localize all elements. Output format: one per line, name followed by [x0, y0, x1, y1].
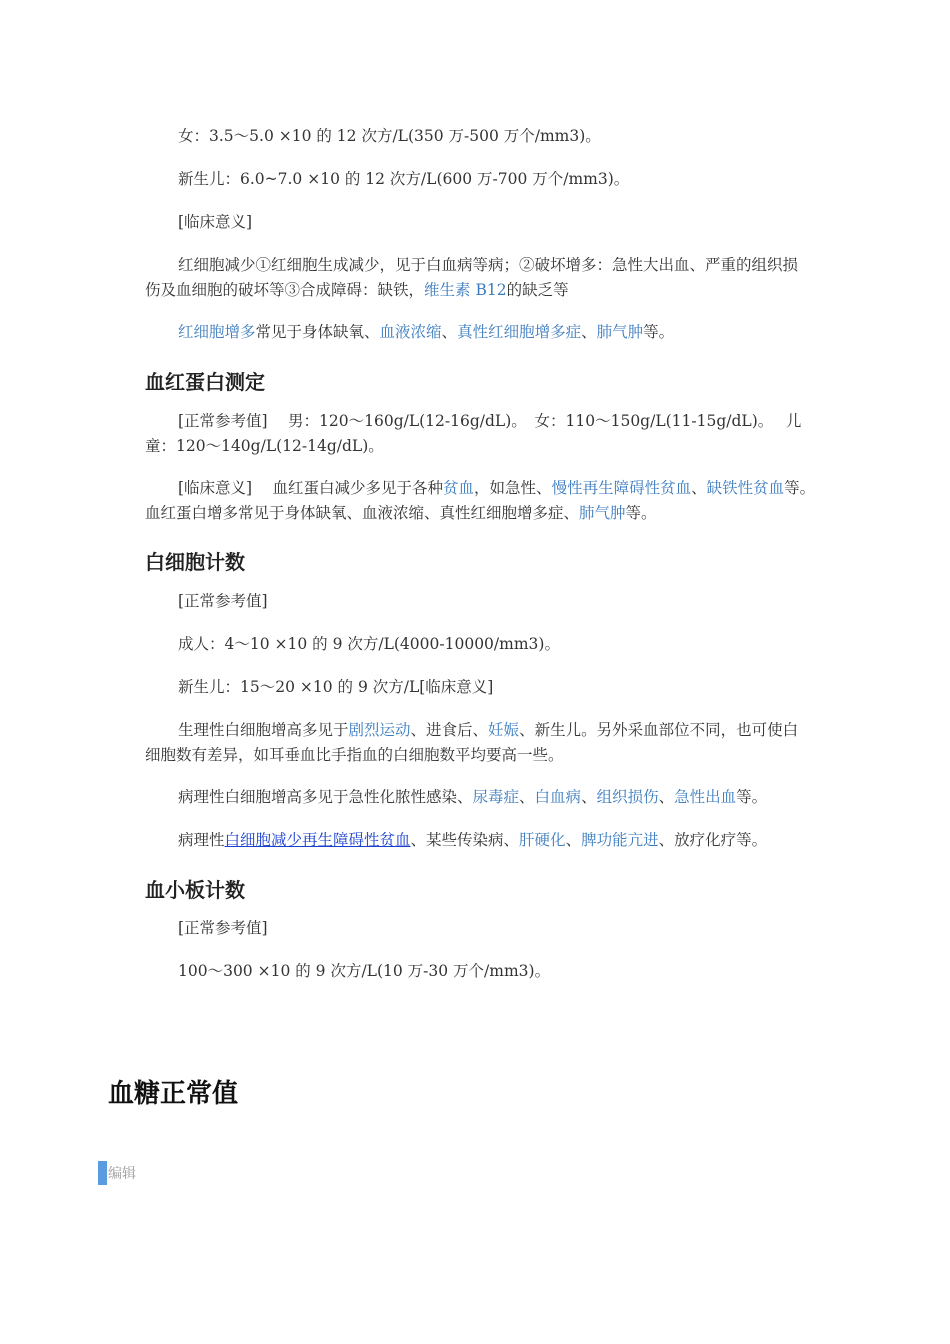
text: 、	[441, 323, 458, 341]
text: ，如急性、	[474, 479, 552, 497]
link-emphysema[interactable]: 肺气肿	[579, 504, 626, 522]
text: 、某些传染病、	[410, 831, 520, 849]
section-heading-wbc: 白细胞计数	[145, 550, 245, 574]
text: 、	[565, 831, 582, 849]
wbc-normal-label: [正常参考值]	[178, 592, 268, 610]
link-iron-deficiency-anemia[interactable]: 缺铁性贫血	[706, 479, 785, 497]
wbc-adult-range: 成人：4～10 ×10 的 9 次方/L(4000-10000/mm3)。	[178, 635, 560, 653]
text: 病理性白细胞增高多见于急性化脓性感染、	[178, 788, 473, 806]
edit-marker-bar	[98, 1161, 107, 1185]
text: 等。 血红蛋白增多常见于身体缺氧、血液浓缩、真性红细胞增多症、	[145, 479, 823, 522]
text: 、	[519, 788, 535, 806]
text: 等。	[736, 788, 768, 806]
text: 红细胞减少①红细胞生成减少，见于白血病等病；②破坏增多：急性大出血、严重的组织损伤及血细胞的破坏等③合成障碍：缺铁，	[145, 256, 799, 299]
link-tissue-injury[interactable]: 组织损伤	[596, 788, 659, 806]
wbc-newborn-range: 新生儿：15～20 ×10 的 9 次方/L[临床意义]	[178, 678, 494, 696]
wbc-pathological-decrease-paragraph	[145, 828, 810, 853]
link-strenuous-exercise[interactable]: 剧烈运动	[348, 721, 411, 739]
text: 、	[581, 323, 597, 341]
link-hypersplenism[interactable]: 脾功能亢进	[581, 831, 659, 849]
text: 生理性白细胞增高多见于	[178, 721, 349, 739]
edit-label[interactable]: 编辑	[108, 1166, 136, 1182]
wbc-physiological-paragraph	[145, 718, 810, 768]
text: 等。	[625, 504, 657, 522]
platelet-range: 100～300 ×10 的 9 次方/L(10 万-30 万个/mm3)。	[178, 962, 551, 980]
link-anemia[interactable]: 贫血	[443, 479, 475, 497]
text: 、进食后、	[410, 721, 489, 739]
text: 、新生儿。另外采血部位不同，也可使白细胞数有差异，如耳垂血比手指血的白细胞数平均要高一些。	[145, 721, 799, 764]
link-chronic-aplastic-anemia[interactable]: 慢性再生障碍性贫血	[551, 479, 692, 497]
platelet-normal-label: [正常参考值]	[178, 919, 268, 937]
text: 、	[691, 479, 707, 497]
rbc-decrease-paragraph	[145, 253, 810, 303]
link-acute-bleeding[interactable]: 急性出血	[674, 788, 737, 806]
link-leukemia[interactable]: 白血病	[534, 788, 582, 806]
text: 、	[581, 788, 597, 806]
hemoglobin-clinical-paragraph	[145, 476, 823, 526]
section-heading-blood-sugar: 血糖正常值	[108, 1079, 239, 1109]
section-heading-platelet: 血小板计数	[145, 878, 245, 902]
link-hemoconcentration[interactable]: 血液浓缩	[379, 323, 442, 341]
link-pregnancy[interactable]: 妊娠	[488, 721, 520, 739]
link-cirrhosis[interactable]: 肝硬化	[519, 831, 566, 849]
hemoglobin-normal-range: [正常参考值] 男：120～160g/L(12-16g/dL)。 女：110～150g/L(11-15g/dL)。 儿童：120～140g/L(12-14g/dL)。	[145, 412, 802, 455]
link-emphysema[interactable]: 肺气肿	[596, 323, 644, 341]
text: 病理性	[178, 831, 225, 849]
section-heading-hemoglobin: 血红蛋白测定	[145, 370, 265, 394]
text: 等。	[643, 323, 675, 341]
link-vitamin-b12[interactable]: 维生素 B12	[424, 281, 507, 299]
link-leukopenia-aplastic-anemia[interactable]: 白细胞减少再生障碍性贫血	[224, 831, 411, 849]
text: 、放疗化疗等。	[658, 831, 768, 849]
text: 的缺乏等	[506, 281, 569, 299]
edit-section-button[interactable]	[98, 1161, 136, 1185]
link-erythrocytosis[interactable]: 红细胞增多	[178, 323, 256, 341]
rbc-increase-paragraph	[145, 320, 810, 345]
link-polycythemia-vera[interactable]: 真性红细胞增多症	[457, 323, 582, 341]
rbc-clinical-label: [临床意义]	[178, 213, 253, 231]
rbc-female-range: 女：3.5～5.0 ×10 的 12 次方/L(350 万-500 万个/mm3)。	[178, 127, 601, 145]
rbc-newborn-range: 新生儿：6.0~7.0 ×10 的 12 次方/L(600 万-700 万个/mm3)。	[178, 170, 630, 188]
wbc-pathological-increase-paragraph	[145, 785, 810, 810]
text: [临床意义] 血红蛋白减少多见于各种	[178, 479, 444, 497]
text: 常见于身体缺氧、	[255, 323, 380, 341]
text: 、	[658, 788, 675, 806]
link-uremia[interactable]: 尿毒症	[472, 788, 520, 806]
